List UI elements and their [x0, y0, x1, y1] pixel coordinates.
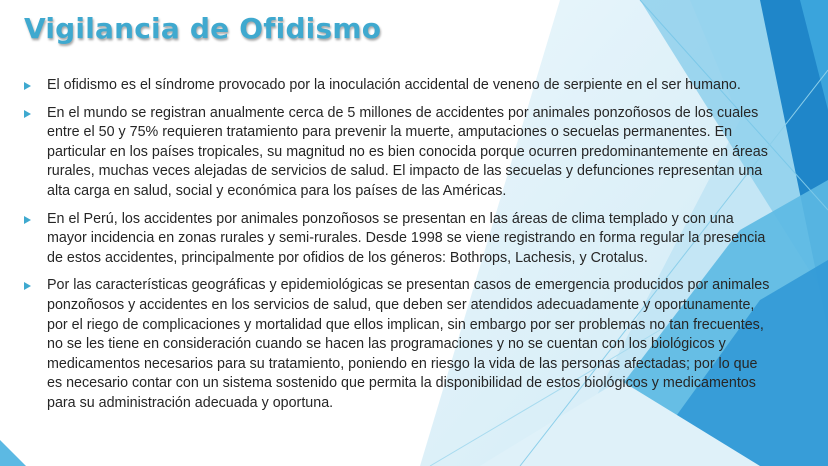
bullet-item [24, 104, 772, 202]
bullet-item [24, 210, 772, 269]
triangle-bullet-icon [24, 82, 31, 90]
triangle-bullet-icon [24, 282, 31, 290]
bullet-text: En el mundo se registran anualmente cerca de 5 millones de accidentes por animales ponzoñosos de los cuales entre el 50 y 75% requieren tratamiento para prevenir la muerte, amputaciones o secuelas permanentes. En particular en los países tropicales, su magnitud no es bien conocida porque ocurren predominantemente en áreas rurales, muchas veces alejadas de servicios de salud. El impacto de las secuelas y defunciones representan una alta carga en salud, social y económica para los países de las Américas. [47, 104, 768, 199]
bullet-item [24, 76, 772, 96]
bullet-item [24, 276, 772, 413]
bullet-text: El ofidismo es el síndrome provocado por la inoculación accidental de veneno de serpiente en el ser humano. [47, 77, 741, 93]
triangle-bullet-icon [24, 110, 31, 118]
bullet-text: En el Perú, los accidentes por animales ponzoñosos se presentan en las áreas de clima templado y con una mayor incidencia en zonas rurales y semi-rurales. Desde 1998 se viene registrando en forma regular la presencia de estos accidentes, principalmente por ofidios de los géneros: Bothrops, Lachesis, y Crotalus. [47, 210, 766, 266]
bullet-text: Por las características geográficas y epidemiológicas se presentan casos de emergencia producidos por animales ponzoñosos y accidentes en los servicios de salud, que deben ser atendidos adecuadamente y oportunamente, por el riego de complicaciones y mortalidad que ellos implican, sin embargo por ser problemas no tan frecuentes, no se les tiene en consideración cuando se hacen las programaciones y no se cuentan con los biológicos y medicamentos necesarios para su tratamiento, poniendo en riesgo la vida de las personas afectadas; por lo que es necesario contar con un sistema sostenido que permita la disponibilidad de estos biológicos y medicamentos para su administración adecuada y oportuna. [47, 277, 770, 411]
slide-title: Vigilancia de Ofidismo [24, 12, 382, 45]
deco-left-corner [0, 440, 26, 466]
bullet-list [24, 76, 772, 422]
triangle-bullet-icon [24, 216, 31, 224]
